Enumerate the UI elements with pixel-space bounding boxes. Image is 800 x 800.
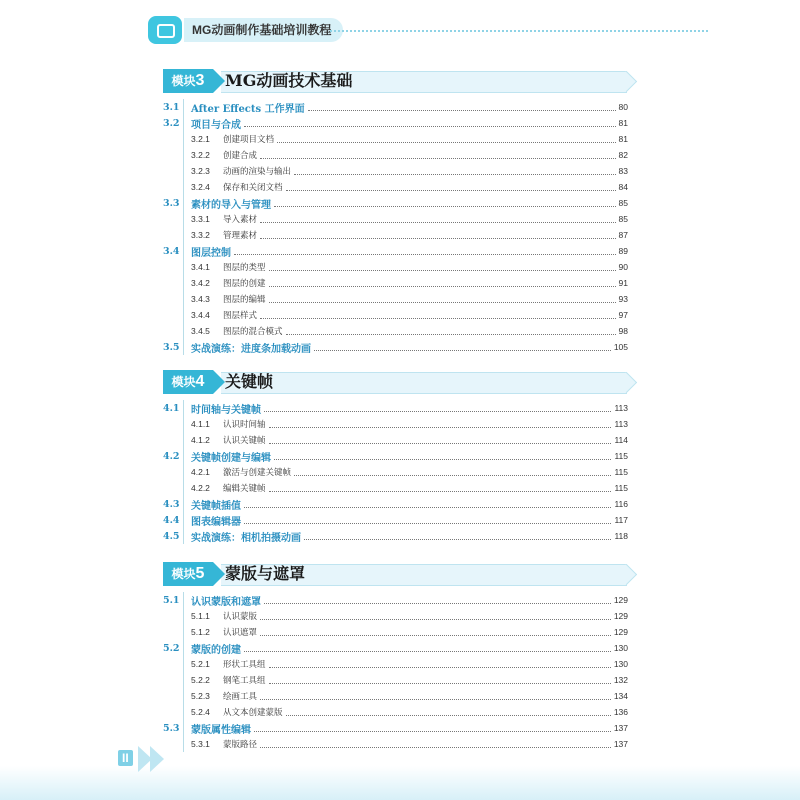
entry-number: 5.2.2 <box>191 675 210 685</box>
entry-number: 4.3 <box>163 498 180 510</box>
entry-title: 图层的混合模式 <box>223 326 283 336</box>
toc-subsection-entry <box>163 736 628 752</box>
dot-leader <box>269 427 612 428</box>
entry-title: 认识遮罩 <box>223 627 258 637</box>
entry-title: 管理素材 <box>223 230 258 240</box>
entry-title: 蒙版的创建 <box>191 644 241 656</box>
toc-list <box>163 99 628 355</box>
module-band <box>221 372 627 394</box>
entry-page: 84 <box>618 182 628 192</box>
entry-page: 129 <box>613 627 628 637</box>
entry-number: 3.4.4 <box>191 310 210 320</box>
entry-number: 3.3.2 <box>191 230 210 240</box>
entry-title: 形状工具组 <box>223 659 266 669</box>
toc-subsection-entry <box>163 179 628 195</box>
header-divider <box>330 30 708 32</box>
toc-subsection-entry <box>163 291 628 307</box>
dot-leader <box>244 523 611 524</box>
dot-leader <box>269 491 612 492</box>
dot-leader <box>308 110 616 111</box>
entry-page: 83 <box>618 166 628 176</box>
entry-page: 134 <box>613 691 628 701</box>
entry-page: 89 <box>618 246 628 256</box>
entry-number: 5.2.3 <box>191 691 210 701</box>
dot-leader <box>264 603 611 604</box>
entry-page: 97 <box>618 310 628 320</box>
entry-page: 115 <box>614 467 628 477</box>
toc-subsection-entry <box>163 323 628 339</box>
entry-page: 130 <box>613 643 628 653</box>
dot-leader <box>260 318 616 319</box>
entry-number: 3.2.2 <box>191 150 210 160</box>
entry-title: 创建合成 <box>223 150 258 160</box>
entry-title: 蒙版属性编辑 <box>191 724 251 736</box>
module-title: 蒙版与遮罩 <box>225 564 306 583</box>
module-badge: 模块3 <box>163 69 213 93</box>
dot-leader <box>244 651 611 652</box>
entry-page: 85 <box>618 198 628 208</box>
toc-subsection-entry <box>163 608 628 624</box>
toc-section-entry <box>163 496 628 512</box>
entry-title: 编辑关键帧 <box>223 483 266 493</box>
entry-number: 5.2.1 <box>191 659 210 669</box>
entry-number: 3.4.2 <box>191 278 210 288</box>
entry-page: 91 <box>618 278 628 288</box>
entry-title: After Effects 工作界面 <box>191 103 305 115</box>
entry-number: 4.4 <box>163 514 180 526</box>
toc-section-entry <box>163 243 628 259</box>
entry-title: 认识蒙版 <box>223 611 258 621</box>
entry-number: 4.1.1 <box>191 419 210 429</box>
entry-page: 118 <box>614 531 628 541</box>
toc-list <box>163 592 628 752</box>
entry-title: 图层的创建 <box>223 278 266 288</box>
toc-section-entry <box>163 528 628 544</box>
toc-subsection-entry <box>163 688 628 704</box>
entry-number: 3.1 <box>163 101 180 113</box>
module-badge: 模块4 <box>163 370 213 394</box>
entry-title: 实战演练：相机拍摄动画 <box>191 532 301 544</box>
dot-leader <box>244 126 616 127</box>
dot-leader <box>260 158 616 159</box>
dot-leader <box>269 667 611 668</box>
toc-section-entry <box>163 339 628 355</box>
entry-title: 从文本创建蒙版 <box>223 707 283 717</box>
toc-subsection-entry <box>163 163 628 179</box>
toc-subsection-entry <box>163 147 628 163</box>
entry-title: 绘画工具 <box>223 691 258 701</box>
toc-subsection-entry <box>163 704 628 720</box>
dot-leader <box>294 475 611 476</box>
entry-title: 导入素材 <box>223 214 258 224</box>
dot-leader <box>277 142 616 143</box>
entry-number: 3.2 <box>163 117 180 129</box>
dot-leader <box>260 238 616 239</box>
entry-page: 115 <box>614 483 628 493</box>
toc-subsection-entry <box>163 432 628 448</box>
running-header <box>148 16 708 46</box>
entry-title: 图层控制 <box>191 247 231 259</box>
book-icon <box>148 16 182 44</box>
toc-subsection-entry <box>163 275 628 291</box>
toc-section-entry <box>163 400 628 416</box>
dot-leader <box>234 254 616 255</box>
toc-subsection-entry <box>163 227 628 243</box>
toc-subsection-entry <box>163 416 628 432</box>
dot-leader <box>260 222 616 223</box>
toc-subsection-entry <box>163 211 628 227</box>
dot-leader <box>264 411 611 412</box>
dot-leader <box>269 443 612 444</box>
entry-number: 4.1.2 <box>191 435 210 445</box>
dot-leader <box>244 507 611 508</box>
entry-number: 5.2.4 <box>191 707 210 717</box>
entry-title: 关键帧插值 <box>191 500 241 512</box>
toc-section-entry <box>163 195 628 211</box>
dot-leader <box>304 539 611 540</box>
module-heading-3 <box>163 69 627 93</box>
entry-page: 81 <box>618 134 628 144</box>
entry-page: 87 <box>618 230 628 240</box>
entry-number: 4.2.1 <box>191 467 210 477</box>
entry-page: 114 <box>614 435 628 445</box>
entry-page: 115 <box>614 451 628 461</box>
entry-page: 132 <box>613 675 628 685</box>
entry-title: 钢笔工具组 <box>223 675 266 685</box>
entry-title: 图层样式 <box>223 310 258 320</box>
entry-title: 实战演练：进度条加载动画 <box>191 343 311 355</box>
entry-page: 105 <box>613 342 628 352</box>
entry-page: 98 <box>618 326 628 336</box>
dot-leader <box>269 683 611 684</box>
entry-page: 129 <box>613 595 628 605</box>
toc-section-entry <box>163 640 628 656</box>
toc-list <box>163 400 628 544</box>
entry-title: 图层的编辑 <box>223 294 266 304</box>
dot-leader <box>274 206 616 207</box>
toc-section-entry <box>163 99 628 115</box>
entry-page: 136 <box>613 707 628 717</box>
dot-leader <box>260 699 611 700</box>
entry-number: 3.4.5 <box>191 326 210 336</box>
toc-subsection-entry <box>163 656 628 672</box>
dot-leader <box>286 334 616 335</box>
toc-section-entry <box>163 512 628 528</box>
book-title: MG动画制作基础培训教程 <box>184 18 343 42</box>
entry-page: 117 <box>614 515 628 525</box>
toc-subsection-entry <box>163 672 628 688</box>
dot-leader <box>260 635 611 636</box>
entry-number: 3.2.3 <box>191 166 210 176</box>
dot-leader <box>269 302 616 303</box>
module-title: 关键帧 <box>225 372 274 391</box>
entry-number: 3.4.3 <box>191 294 210 304</box>
entry-number: 4.1 <box>163 402 180 414</box>
entry-number: 3.3 <box>163 197 180 209</box>
toc-subsection-entry <box>163 624 628 640</box>
entry-title: 保存和关闭文档 <box>223 182 283 192</box>
entry-page: 82 <box>618 150 628 160</box>
page-number: II <box>118 750 133 766</box>
toc-section-entry <box>163 448 628 464</box>
toc-subsection-entry <box>163 131 628 147</box>
dot-leader <box>260 747 611 748</box>
toc-subsection-entry <box>163 259 628 275</box>
entry-number: 3.3.1 <box>191 214 210 224</box>
entry-title: 创建项目文档 <box>223 134 275 144</box>
entry-page: 137 <box>613 739 628 749</box>
entry-title: 认识时间轴 <box>223 419 266 429</box>
entry-number: 5.1 <box>163 594 180 606</box>
entry-title: 素材的导入与管理 <box>191 199 271 211</box>
module-badge: 模块5 <box>163 562 213 586</box>
entry-title: 图表编辑器 <box>191 516 241 528</box>
entry-number: 5.1.1 <box>191 611 210 621</box>
entry-page: 130 <box>613 659 628 669</box>
entry-page: 81 <box>618 118 628 128</box>
dot-leader <box>314 350 611 351</box>
entry-number: 5.3.1 <box>191 739 210 749</box>
entry-page: 80 <box>618 102 628 112</box>
entry-number: 4.2 <box>163 450 180 462</box>
entry-number: 3.2.1 <box>191 134 210 144</box>
toc-subsection-entry <box>163 307 628 323</box>
entry-number: 3.4 <box>163 245 180 257</box>
dot-leader <box>269 286 616 287</box>
toc-section-entry <box>163 592 628 608</box>
entry-title: 时间轴与关键帧 <box>191 404 261 416</box>
toc-section-entry <box>163 115 628 131</box>
toc-subsection-entry <box>163 480 628 496</box>
entry-number: 5.2 <box>163 642 180 654</box>
entry-title: 动画的渲染与输出 <box>223 166 292 176</box>
dot-leader <box>269 270 616 271</box>
module-heading-5 <box>163 562 627 586</box>
dot-leader <box>294 174 616 175</box>
entry-title: 图层的类型 <box>223 262 266 272</box>
entry-page: 113 <box>614 403 628 413</box>
entry-number: 5.3 <box>163 722 180 734</box>
entry-number: 5.1.2 <box>191 627 210 637</box>
dot-leader <box>254 731 611 732</box>
entry-title: 认识蒙版和遮罩 <box>191 596 261 608</box>
module-title: MG动画技术基础 <box>225 71 353 90</box>
entry-page: 85 <box>618 214 628 224</box>
entry-title: 关键帧创建与编辑 <box>191 452 271 464</box>
entry-page: 93 <box>618 294 628 304</box>
dot-leader <box>260 619 611 620</box>
dot-leader <box>274 459 611 460</box>
entry-title: 认识关键帧 <box>223 435 266 445</box>
entry-number: 3.4.1 <box>191 262 210 272</box>
entry-page: 113 <box>614 419 628 429</box>
module-heading-4 <box>163 370 627 394</box>
entry-number: 4.2.2 <box>191 483 210 493</box>
entry-page: 129 <box>613 611 628 621</box>
entry-title: 蒙版路径 <box>223 739 258 749</box>
entry-number: 3.5 <box>163 341 180 353</box>
entry-title: 项目与合成 <box>191 119 241 131</box>
entry-number: 4.5 <box>163 530 180 542</box>
dot-leader <box>286 190 616 191</box>
entry-number: 3.2.4 <box>191 182 210 192</box>
entry-page: 90 <box>618 262 628 272</box>
entry-page: 137 <box>613 723 628 733</box>
dot-leader <box>286 715 611 716</box>
toc-subsection-entry <box>163 464 628 480</box>
entry-page: 116 <box>614 499 628 509</box>
toc-section-entry <box>163 720 628 736</box>
entry-title: 激活与创建关键帧 <box>223 467 292 477</box>
